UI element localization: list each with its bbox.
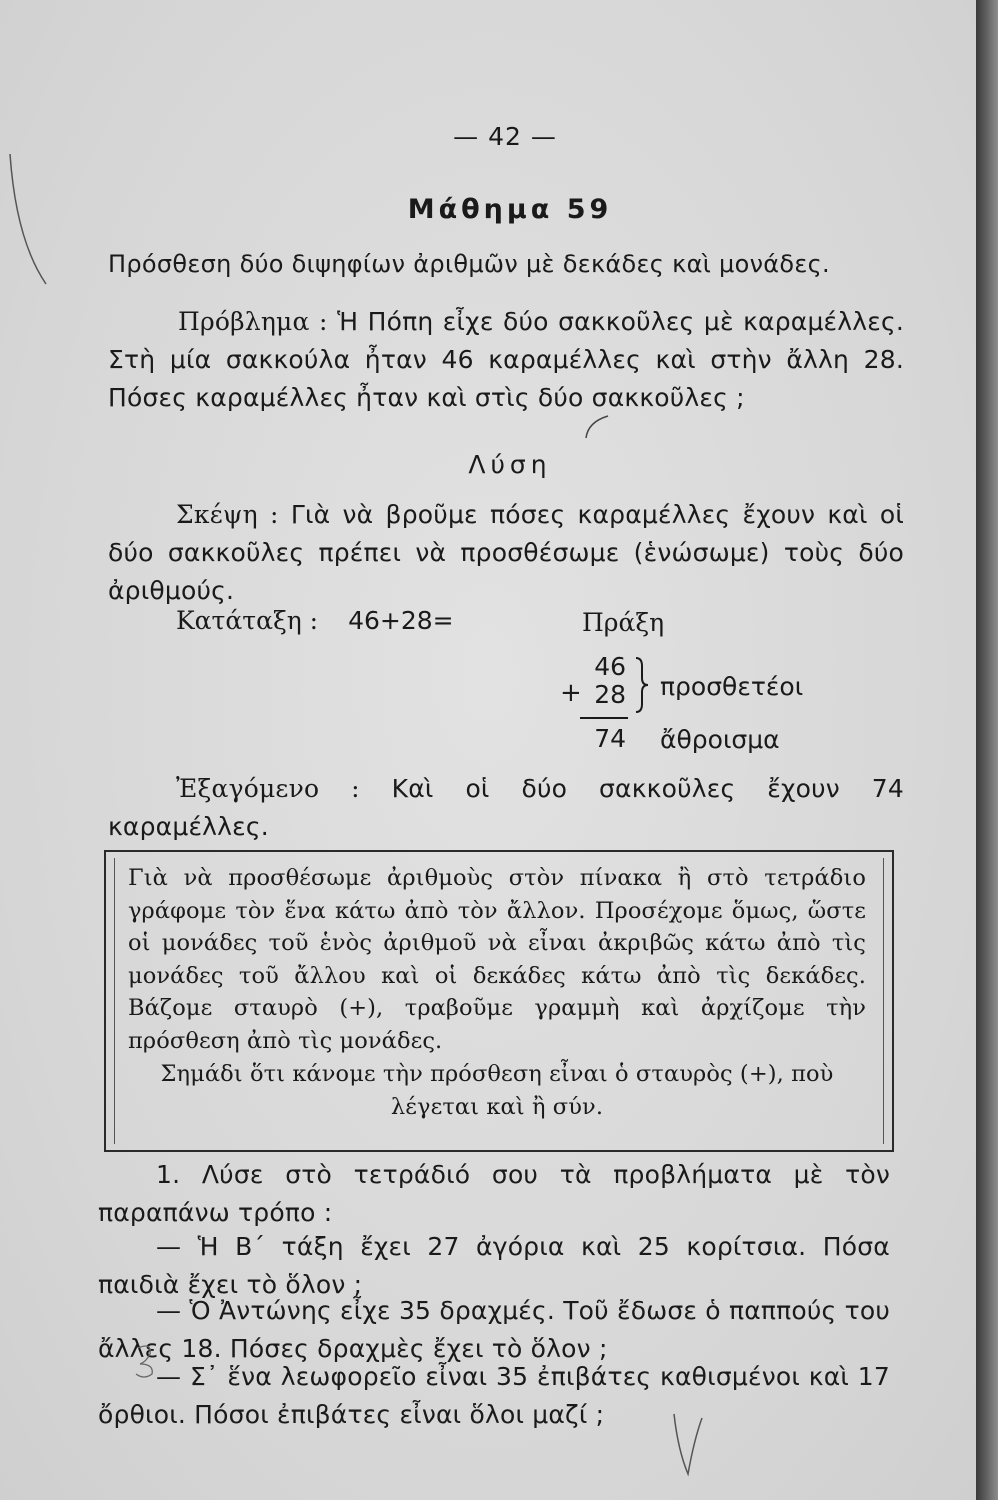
operation-label: Πράξη (582, 608, 665, 637)
thought-label: Σκέψη : (176, 500, 279, 529)
addend-2: 28 (594, 680, 626, 709)
thought-text: Γιὰ νὰ βροῦμε πόσες καραμέλλες ἔχουν καὶ οἱ δύο σακκοῦλες πρέπει νὰ προσθέσωμε (ἑνώσωμε) τοὺς δύο ἀριθμούς. (108, 500, 904, 605)
result-text: Καὶ οἱ δύο σακκοῦλες ἔχουν 74 καραμέλλες. (108, 774, 904, 841)
sum-label: ἄθροισμα (660, 725, 780, 754)
arrangement-label: Κατάταξη : (176, 606, 319, 635)
arrangement-line (176, 606, 454, 635)
pencil-number-icon (130, 1340, 166, 1380)
thought-paragraph (108, 496, 904, 610)
sum-line (580, 717, 628, 719)
result-label: Ἐξαγόμενο : (176, 774, 360, 803)
lesson-subtitle: Πρόσθεση δύο διψηφίων ἀριθμῶν μὲ δεκάδες καὶ μονάδες. (108, 250, 830, 278)
plus-sign: + (560, 678, 582, 708)
problem-paragraph (108, 303, 904, 417)
problem-label: Πρόβλημα : (178, 307, 328, 336)
binding-edge (976, 0, 998, 1500)
rule-text: Γιὰ νὰ προσθέσωμε ἀριθμοὺς στὸν πίνακα ἢ στὸ τετράδιο γράφομε τὸν ἕνα κάτω ἀπὸ τὸν ἄλλον. Προσέχομε ὅμως, ὥστε οἱ μονάδες τοῦ ἑνὸς ἀριθμοῦ νὰ εἶναι ἀκριβῶς κάτω ἀπὸ τὶς μονάδες τοῦ ἄλλου καὶ οἱ δεκάδες κάτω ἀπὸ τὶς δεκάδες. Βάζομε σταυρὸ (+), τραβοῦμε γραμμὴ καὶ ἀρχίζομε τὴν πρόσθεση ἀπὸ τὶς μονάδες. (128, 865, 866, 1054)
result-paragraph (108, 770, 904, 846)
exercise-item-1: — Ἡ Β΄ τάξη ἔχει 27 ἀγόρια καὶ 25 κορίτσια. Πόσα παιδιὰ ἔχει τὸ ὅλον ; (98, 1232, 890, 1299)
pencil-mark-icon (2, 150, 50, 290)
exercise-item-3: — Σ᾿ ἕνα λεωφορεῖο εἶναι 35 ἐπιβάτες καθισμένοι καὶ 17 ὄρθιοι. Πόσοι ἐπιβάτες εἶναι ὅλοι μαζί ; (98, 1362, 890, 1429)
rule-note: Σημάδι ὅτι κάνομε τὴν πρόσθεση εἶναι ὁ σταυρὸς (+), ποὺ λέγεται καὶ ἢ σύν. (160, 1061, 834, 1120)
arrangement-expression: 46+28= (348, 606, 454, 635)
right-brace-icon (632, 656, 652, 714)
lesson-title: Μάθημα 59 (407, 194, 613, 225)
page-number: — 42 — (453, 122, 557, 151)
sum-value: 74 (594, 724, 626, 753)
exercise-item-2: — Ὁ Ἀντώνης εἶχε 35 δραχμές. Τοῦ ἔδωσε ὁ παππούς του ἄλλες 18. Πόσες δραχμὲς ἔχει τὸ ὅλον ; (98, 1296, 890, 1363)
pencil-tick-icon (582, 412, 612, 442)
exercises-intro: 1. Λύσε στὸ τετράδιό σου τὰ προβλήματα μὲ τὸν παραπάνω τρόπο : (98, 1160, 890, 1227)
pencil-scribble-icon (668, 1410, 708, 1480)
addends-label: προσθετέοι (660, 672, 804, 701)
addend-1: 46 (594, 652, 626, 681)
solution-heading: Λύση (468, 450, 552, 479)
problem-text: Ἡ Πόπη εἶχε δύο σακκοῦλες μὲ καραμέλλες. Στὴ μία σακκούλα ἦταν 46 καραμέλλες καὶ στὴν ἄλλη 28. Πόσες καραμέλλες ἦταν καὶ στὶς δύο σακκοῦλες ; (108, 307, 904, 412)
